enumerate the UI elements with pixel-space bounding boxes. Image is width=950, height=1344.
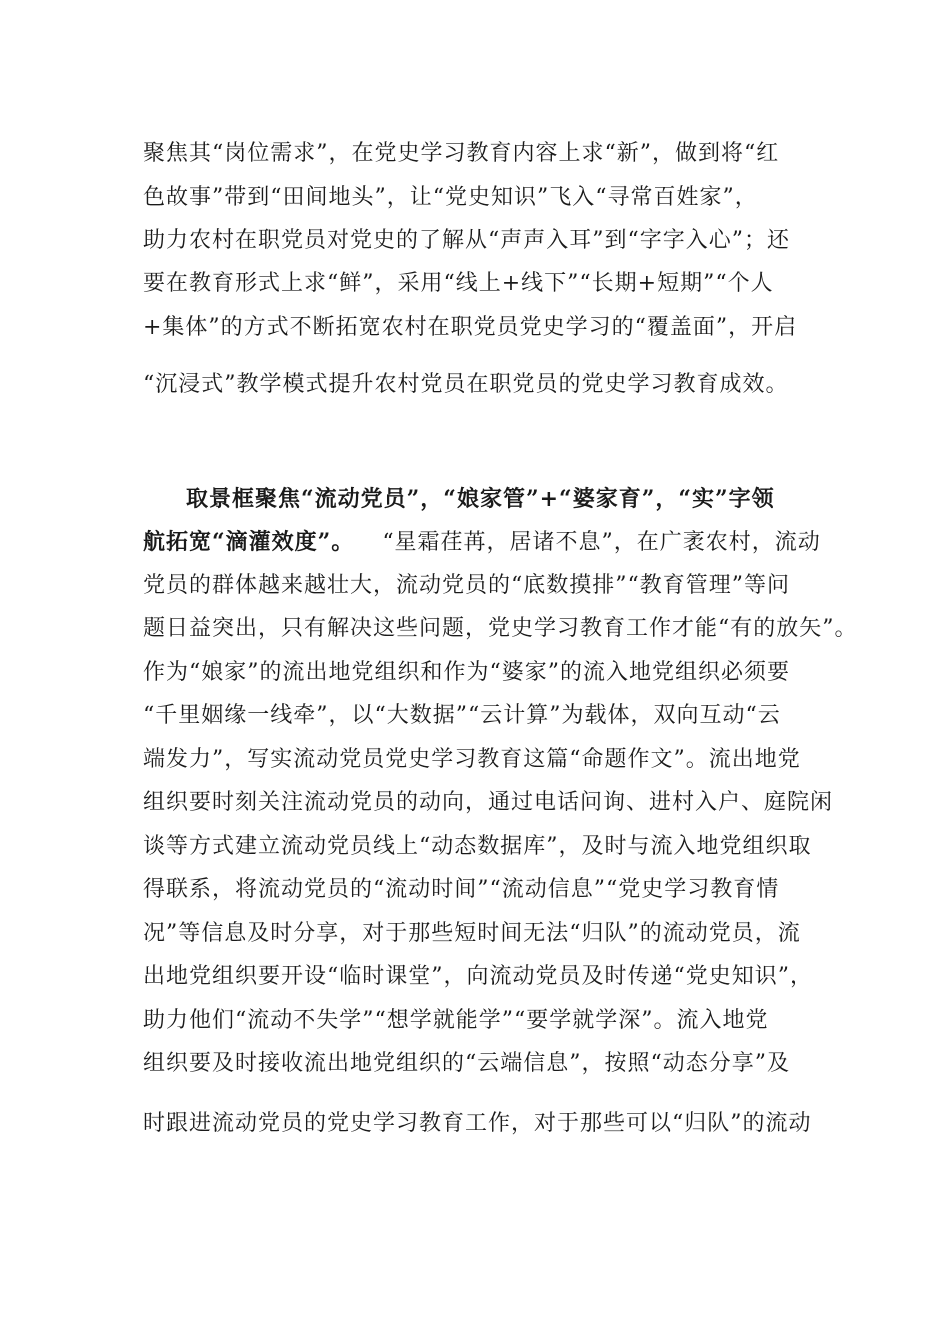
paragraph-1-line-1: 聚焦其“岗位需求”，在党史学习教育内容上求“新”，做到将“红 xyxy=(143,141,780,166)
paragraph-2-line-2-rest: “星霜荏苒，居诸不息”，在广袤农村，流动 xyxy=(382,530,821,555)
paragraph-2-line-7: 端发力”，写实流动党员党史学习教育这篇“命题作文”。流出地党 xyxy=(143,747,801,772)
paragraph-2-line-14: 组织要及时接收流出地党组织的“云端信息”，按照“动态分享”及 xyxy=(143,1051,790,1076)
paragraph-2-line-10: 得联系，将流动党员的“流动时间”“流动信息”“党史学习教育情 xyxy=(143,877,780,902)
paragraph-1-line-5: +集体”的方式不断拓宽农村在职党员党史学习的“覆盖面”，开启 xyxy=(143,315,798,340)
paragraph-2-line-15: 时跟进流动党员的党史学习教育工作，对于那些可以“归队”的流动 xyxy=(143,1111,812,1136)
paragraph-2-line-11: 况”等信息及时分享，对于那些短时间无法“归队”的流动党员，流 xyxy=(143,921,801,946)
paragraph-2-line-6: “千里姻缘一线牵”，以“大数据”“云计算”为载体，双向互动“云 xyxy=(143,703,781,728)
paragraph-2-heading-line-1: 取景框聚焦“流动党员”，“娘家管”+“婆家育”，“实”字领 xyxy=(186,486,775,512)
paragraph-1-line-2: 色故事”带到“田间地头”，让“党史知识”飞入“寻常百姓家”， xyxy=(143,185,758,210)
paragraph-1-line-4: 要在教育形式上求“鲜”，采用“线上+线下”“长期+短期”“个人 xyxy=(143,271,774,296)
paragraph-2-line-12: 出地党组织要开设“临时课堂”，向流动党员及时传递“党史知识”， xyxy=(143,964,813,989)
paragraph-2-line-5: 作为“娘家”的流出地党组织和作为“婆家”的流入地党组织必须要 xyxy=(143,660,790,685)
paragraph-2-line-3: 党员的群体越来越壮大，流动党员的“底数摸排”“教育管理”等问 xyxy=(143,573,790,598)
paragraph-1-line-3: 助力农村在职党员对党史的了解从“声声入耳”到“字字入心”；还 xyxy=(143,228,790,253)
paragraph-2-line-4: 题日益突出，只有解决这些问题，党史学习教育工作才能“有的放矢”。 xyxy=(143,616,858,641)
paragraph-2-line-2 xyxy=(143,527,821,558)
paragraph-2-line-8: 组织要时刻关注流动党员的动向，通过电话问询、进村入户、庭院闲 xyxy=(143,790,834,815)
paragraph-2-heading-line-2: 航拓宽“滴灌效度”。 xyxy=(143,529,355,555)
paragraph-1-line-6: “沉浸式”教学模式提升农村党员在职党员的党史学习教育成效。 xyxy=(143,372,789,397)
paragraph-2-line-13: 助力他们“流动不失学”“想学就能学”“要学就学深”。流入地党 xyxy=(143,1008,769,1033)
paragraph-2-line-9: 谈等方式建立流动党员线上“动态数据库”，及时与流入地党组织取 xyxy=(143,834,812,859)
